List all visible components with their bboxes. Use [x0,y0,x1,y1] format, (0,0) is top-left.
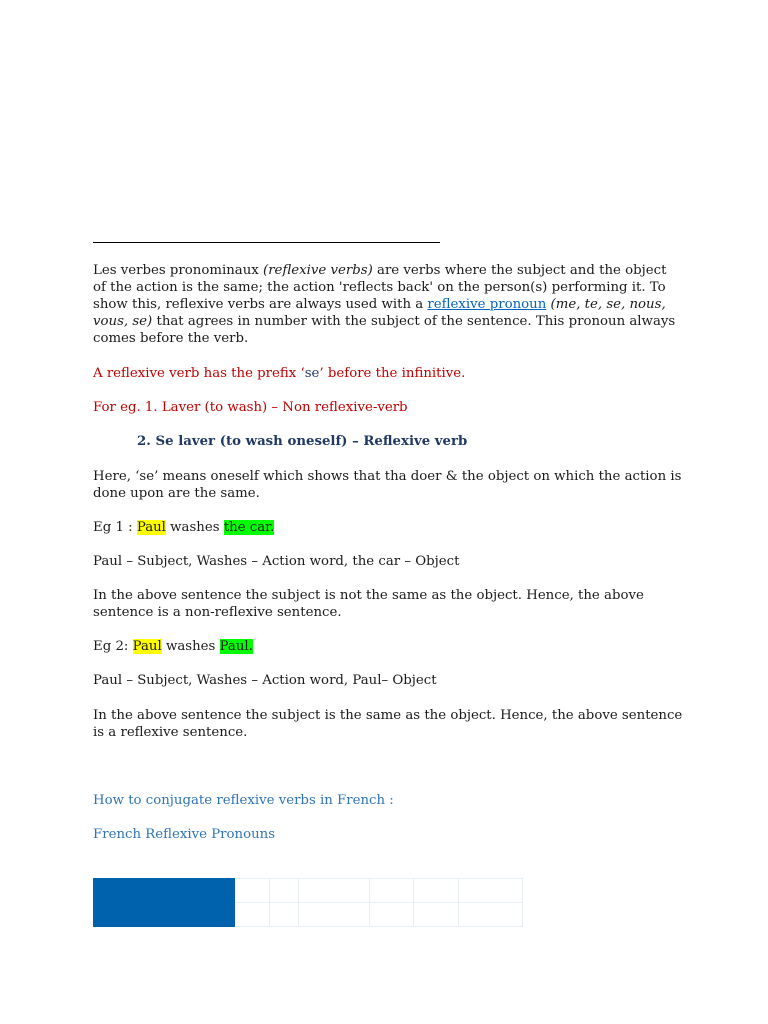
intro-italic-1: (reflexive verbs) [263,263,373,278]
eg1-object: the car. [223,520,275,535]
conjugate-heading: How to conjugate reflexive verbs in French : [93,793,394,808]
table-cell [235,903,270,927]
intro-italic-2: (me, te, se, nous, vous, se) [93,297,666,329]
table-row [94,903,523,927]
table-cell [270,903,299,927]
intro-text-2: are verbs where the subject and the object of the action is the same; the action 'reflects back' on the person(s) performing it. To show this, reflexive verbs are always used with a [93,263,667,312]
intro-text-3: that agrees in number with the subject of the sentence. This pronoun always comes before the verb. [93,314,676,346]
reflexive-pronoun-link[interactable]: reflexive pronoun [427,297,547,312]
eg2-line [93,638,683,655]
eg2-note: In the above sentence the subject is the same as the object. Hence, the above sentence is a reflexive sentence. [93,708,683,740]
eg1-prefix: Eg 1 : [93,520,137,535]
table-row [94,879,523,903]
eg1-breakdown: Paul – Subject, Washes – Action word, the car – Object [93,554,460,569]
table-cell [414,903,459,927]
table-cell [370,903,414,927]
table-cell [299,903,370,927]
example2-line: 2. Se laver (to wash oneself) – Reflexive verb [137,434,468,449]
prefix-line [93,365,683,382]
header-rule [93,242,440,243]
here-line: Here, ‘se’ means oneself which shows that tha doer & the object on which the action is done upon are the same. [93,469,682,501]
intro-text-1: Les verbes pronominaux [93,263,264,278]
example1-line: For eg. 1. Laver (to wash) – Non reflexive-verb [93,400,408,415]
table-cell [414,879,459,903]
eg2-breakdown: Paul – Subject, Washes – Action word, Paul– Object [93,673,437,688]
eg2-subject: Paul [132,639,162,654]
table-header-cell [94,903,235,927]
prefix-text-b: ’ before the infinitive. [319,366,466,381]
intro-paragraph [93,262,683,347]
pronouns-heading: French Reflexive Pronouns [93,827,276,842]
table-cell [459,879,523,903]
prefix-se: se [304,366,320,381]
table-cell [270,879,299,903]
table-cell [299,879,370,903]
table-cell [235,879,270,903]
eg1-line [93,519,683,536]
eg1-subject: Paul [136,520,166,535]
table-cell [459,903,523,927]
prefix-text-a: A reflexive verb has the prefix ‘ [93,366,305,381]
eg1-verb: washes [165,520,224,535]
pronouns-table [93,878,523,927]
table-header-cell [94,879,235,903]
eg2-prefix: Eg 2: [93,639,133,654]
eg2-object: Paul. [219,639,253,654]
eg1-note: In the above sentence the subject is not the same as the object. Hence, the above sentence is a non-reflexive sentence. [93,588,644,620]
table-cell [370,879,414,903]
eg2-verb: washes [161,639,220,654]
